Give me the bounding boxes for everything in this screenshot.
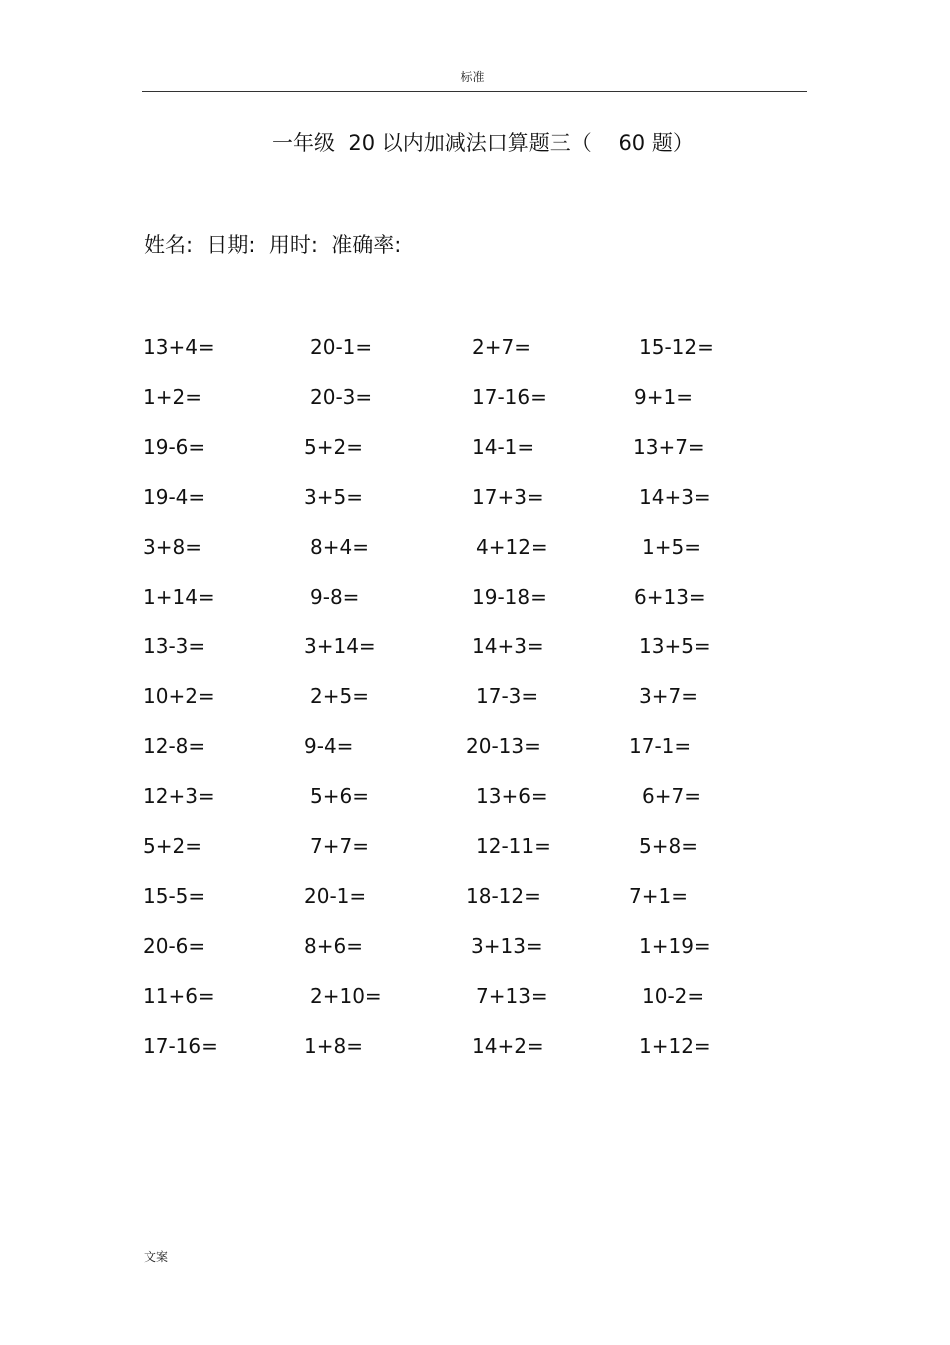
math-problem-r4-c4: 14+3= [639,485,711,509]
math-problem-r12-c4: 7+1= [629,884,688,908]
page-footer: 文案 [144,1250,169,1264]
math-problem-r9-c4: 17-1= [629,734,692,758]
math-problem-r4-c1: 19-4= [143,485,206,509]
math-problem-r7-c2: 3+14= [304,634,376,658]
math-problem-r13-c4: 1+19= [639,934,711,958]
math-problem-r11-c3: 12-11= [476,834,551,858]
math-problem-r15-c3: 14+2= [472,1034,544,1058]
math-problem-r11-c2: 7+7= [310,834,369,858]
math-problem-r1-c4: 15-12= [639,335,714,359]
math-problem-r10-c1: 12+3= [143,784,215,808]
math-problem-r3-c1: 19-6= [143,435,206,459]
math-problem-r4-c2: 3+5= [304,485,363,509]
math-problem-r3-c2: 5+2= [304,435,363,459]
header-divider [142,91,807,92]
math-problem-r7-c1: 13-3= [143,634,206,658]
math-problem-r1-c1: 13+4= [143,335,215,359]
math-problem-r6-c1: 1+14= [143,585,215,609]
math-problem-r8-c4: 3+7= [639,684,698,708]
math-problem-r9-c1: 12-8= [143,734,206,758]
math-problem-r7-c3: 14+3= [472,634,544,658]
math-problem-r15-c4: 1+12= [639,1034,711,1058]
math-problem-r12-c3: 18-12= [466,884,541,908]
math-problem-r11-c1: 5+2= [143,834,202,858]
math-problem-r14-c4: 10-2= [642,984,705,1008]
math-problem-r1-c2: 20-1= [310,335,373,359]
math-problem-r14-c2: 2+10= [310,984,382,1008]
math-problem-r7-c4: 13+5= [639,634,711,658]
math-problem-r14-c3: 7+13= [476,984,548,1008]
math-problem-r13-c3: 3+13= [471,934,543,958]
math-problem-r12-c2: 20-1= [304,884,367,908]
math-problem-r8-c1: 10+2= [143,684,215,708]
math-problem-r10-c2: 5+6= [310,784,369,808]
math-problem-r5-c4: 1+5= [642,535,701,559]
math-problem-r3-c3: 14-1= [472,435,535,459]
math-problem-r9-c2: 9-4= [304,734,354,758]
math-problem-r8-c2: 2+5= [310,684,369,708]
math-problem-r4-c3: 17+3= [472,485,544,509]
math-problem-r15-c1: 17-16= [143,1034,218,1058]
math-problem-r5-c1: 3+8= [143,535,202,559]
math-problem-r10-c3: 13+6= [476,784,548,808]
page-header: 标准 [460,70,485,84]
worksheet-title: 一年级 20 以内加减法口算题三（ 60 题） [272,131,694,155]
math-problem-r2-c2: 20-3= [310,385,373,409]
math-problem-r11-c4: 5+8= [639,834,698,858]
math-problem-r10-c4: 6+7= [642,784,701,808]
math-problem-r5-c3: 4+12= [476,535,548,559]
math-problem-r6-c2: 9-8= [310,585,360,609]
student-info-line: 姓名: 日期: 用时: 准确率: [144,233,402,257]
math-problem-r15-c2: 1+8= [304,1034,363,1058]
math-problem-r2-c3: 17-16= [472,385,547,409]
math-problem-r13-c1: 20-6= [143,934,206,958]
math-problem-r12-c1: 15-5= [143,884,206,908]
math-problem-r2-c1: 1+2= [143,385,202,409]
math-problem-r9-c3: 20-13= [466,734,541,758]
math-problem-r13-c2: 8+6= [304,934,363,958]
math-problem-r5-c2: 8+4= [310,535,369,559]
math-problem-r8-c3: 17-3= [476,684,539,708]
math-problem-r3-c4: 13+7= [633,435,705,459]
math-problem-r1-c3: 2+7= [472,335,531,359]
math-problem-r6-c3: 19-18= [472,585,547,609]
math-problem-r2-c4: 9+1= [634,385,693,409]
math-problem-r6-c4: 6+13= [634,585,706,609]
math-problem-r14-c1: 11+6= [143,984,215,1008]
